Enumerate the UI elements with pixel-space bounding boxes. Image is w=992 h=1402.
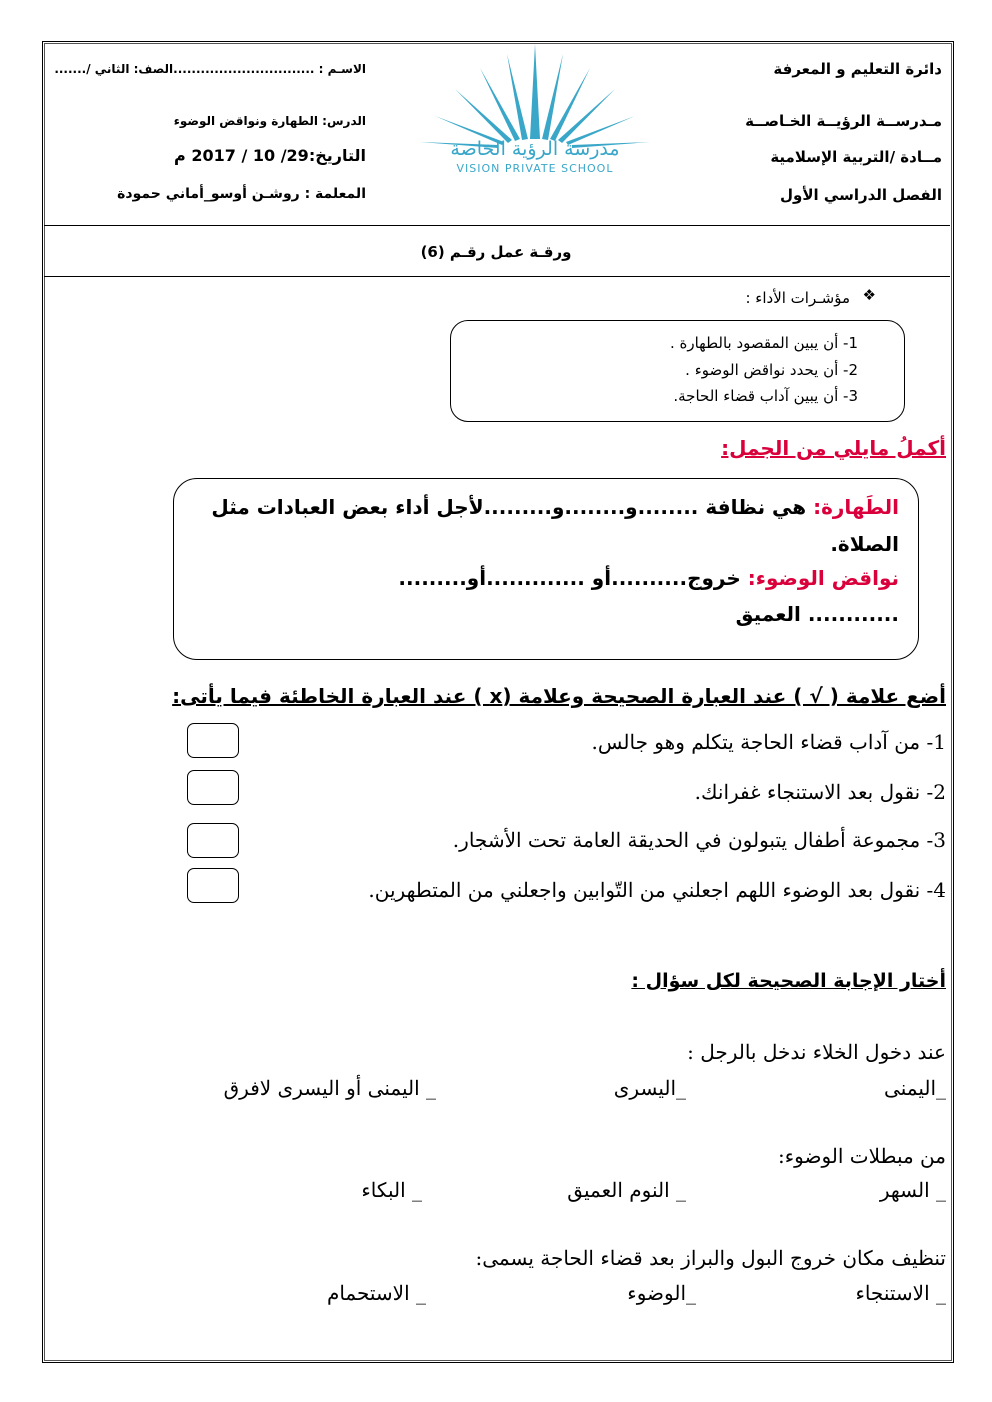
- truefalse-item: 3- مجموعة أطفال يتبولون في الحديقة العامة تحت الأشجار.: [452, 828, 946, 852]
- choice-option[interactable]: _ الاستنجاء: [855, 1281, 946, 1305]
- logo-english-text: VISION PRIVATE SCHOOL: [456, 162, 614, 175]
- truefalse-item: 1- من آداب قضاء الحاجة يتكلم وهو جالس.: [591, 730, 946, 754]
- choice-option[interactable]: _الوضوء: [627, 1281, 696, 1305]
- worksheet-title: ورقـة عمل رقـم (6): [420, 243, 572, 261]
- choice-option[interactable]: _اليسرى: [613, 1076, 686, 1100]
- student-name-line: الاسـم : ...............................الصف: الثاني /.......: [54, 62, 366, 76]
- complete-line-2: الصلاة.: [830, 532, 899, 556]
- date-label: التاريخ:29/ 10 / 2017 م: [174, 146, 366, 165]
- subject-label: مــادة /التربية الإسلامية: [770, 148, 942, 166]
- choice-option[interactable]: _ النوم العميق: [567, 1178, 686, 1202]
- purity-definition: هي نظافة ........و........و.........لأجل أداء بعض العبادات مثل: [211, 495, 807, 519]
- truefalse-item: 4- نقول بعد الوضوء اللهم اجعلني من التّوابين واجعلني من المتطهرين.: [368, 878, 946, 902]
- lesson-label: الدرس: الطهارة ونواقض الوضوء: [173, 114, 366, 128]
- truefalse-item: 2- نقول بعد الاستنجاء غفرانك.: [694, 780, 946, 804]
- choice-option[interactable]: _ السهر: [879, 1178, 946, 1202]
- term-purity: الطَهارة:: [813, 495, 899, 519]
- choice-question: تنظيف مكان خروج البول والبراز بعد قضاء الحاجة يسمى:: [475, 1246, 946, 1270]
- complete-section-title: أكملُ مايلي من الجمل:: [721, 436, 946, 460]
- indicator-item: 3- أن يبين آداب قضاء الحاجة.: [673, 387, 858, 405]
- choice-option[interactable]: _ البكاء: [361, 1178, 422, 1202]
- choice-question: عند دخول الخلاء ندخل بالرجل :: [687, 1040, 946, 1064]
- indicator-item: 1- أن يبين المقصود بالطهارة .: [669, 334, 858, 352]
- department-label: دائرة التعليم و المعرفة: [773, 60, 942, 78]
- logo-arabic-text: مدرسة الرؤية الخاصة: [450, 138, 620, 160]
- answer-box-3[interactable]: [187, 823, 239, 858]
- complete-line-3: [398, 566, 899, 590]
- wudu-nullifiers-text: خروج..........أو .............أو.........: [398, 566, 741, 590]
- school-label: مـدرســة الرؤيــة الخـاصــة: [745, 112, 942, 130]
- indicator-item: 2- أن يحدد نواقض الوضوء .: [685, 361, 858, 379]
- term-wudu-nullifiers: نواقض الوضوء:: [747, 566, 899, 590]
- choice-option[interactable]: _ الاستحمام: [326, 1281, 426, 1305]
- complete-line-4: ............ العميق: [735, 602, 899, 626]
- choice-option[interactable]: _ اليمنى أو اليسرى لافرق: [223, 1076, 436, 1100]
- choice-option[interactable]: _اليمنى: [884, 1076, 946, 1100]
- truefalse-section-title: أضع علامة ( √ ) عند العبارة الصحيحة وعلامة (x ) عند العبارة الخاطئة فيما يأتى:: [172, 684, 946, 708]
- choice-question: من مبطلات الوضوء:: [777, 1144, 946, 1168]
- diamond-bullet-icon: ❖: [862, 286, 876, 304]
- teacher-label: المعلمة : روشـن أوسو_أماني حمودة: [117, 186, 366, 202]
- header-divider-top: [44, 225, 950, 226]
- complete-line-1: [211, 495, 899, 519]
- answer-box-4[interactable]: [187, 868, 239, 903]
- school-logo: [410, 44, 660, 176]
- answer-box-2[interactable]: [187, 770, 239, 805]
- indicators-title: مؤشـرات الأداء :: [745, 289, 850, 307]
- answer-box-1[interactable]: [187, 723, 239, 758]
- semester-label: الفصل الدراسي الأول: [780, 186, 942, 204]
- header-divider-bottom: [44, 276, 950, 277]
- choose-section-title: أختار الإجابة الصحيحة لكل سؤال :: [631, 970, 946, 992]
